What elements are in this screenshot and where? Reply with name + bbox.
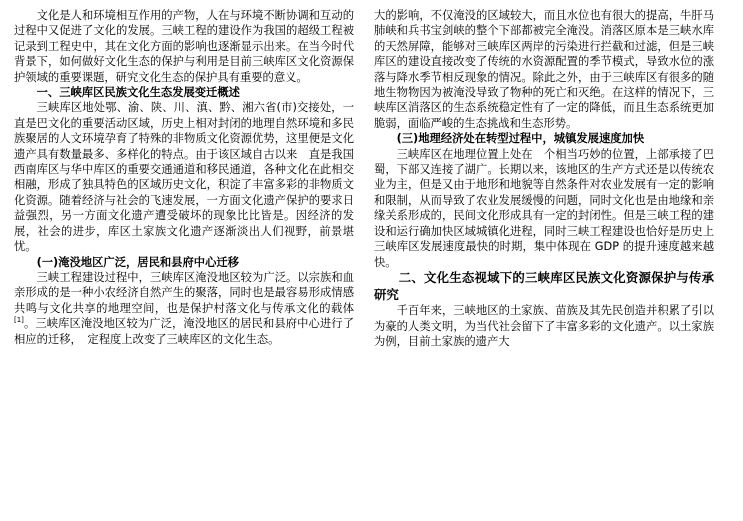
section-heading: 二、文化生态视域下的三峡库区民族文化资源保护与传承研究 <box>374 269 714 302</box>
subsection-heading: (一)淹没地区广泛，居民和县府中心迁移 <box>36 255 239 269</box>
section-heading: 一、三峡库区民族文化生态发展变迁概述 <box>36 86 240 100</box>
footnote-marker: [1] <box>14 316 24 325</box>
left-column <box>14 8 354 515</box>
two-column-layout <box>14 8 729 515</box>
paragraph-text-tail: 。三峡库区淹没地区较为广泛，淹没地区的居民和县府中心进行了相应的迁移， 定程度上改变了三峡库区的文化生态。 <box>14 317 354 346</box>
paragraph: 千百年来，三峡地区的土家族、苗族及其先民创造并积累了引以为豪的人类文明，为当代社会留下了丰富多彩的文化遗产。以土家族为例，目前土家族的遗产大 <box>374 304 714 348</box>
paragraph: 三峡库区地处鄂、渝、陕、川、滇、黔、湘六省(市)交接处，一直是巴文化的重要活动区域，历史上相对封闭的地理自然环境和多民族聚居的人文环境孕育了特殊的非物质文化资源优势，这里便是文化遗产具有数量最多、多样化的特点。由于该区域自古以来 直是我国西南库区与华中库区的重要交通通道和移民通道，各种文化在此相交相融，形成了独具特色的区域历史文化，积淀了丰富多彩的非物质文化资源。随着经济与社会的飞速发展，一方面文化遗产保护的要求日益强烈，另一方面文化遗产遭受破坏的现象比比皆是。因经济的发展，社会的进步，库区土家族文化遗产逐渐淡出人们视野，前景堪忧。 <box>14 101 354 254</box>
paragraph-text: 三峡工程建设过程中，三峡库区淹没地区较为广泛。以宗族和血亲形成的是一种小农经济自然产生的聚落，同时也是最容易形成情感共鸣与文化共享的地理空间，也是保护村落文化与传承文化的载体 <box>14 270 354 315</box>
paragraph: 三峡库区在地理位置上处在 个相当巧妙的位置，上部承接了巴蜀，下部又连接了湖广。长期以来，该地区的生产方式还是以传统农业为主，但是又由于地形和地貌等自然条件对农业发展有一定的影响和限制，从而导致了农业发展缓慢的问题，同时文化也是由地缘和亲缘关系形成的，民间文化形成具有一定的封闭性。但是三峡工程的建设和运行确加快区域城镇化进程，同时三峡工程建设也恰好是历史上三峡库区发展速度最快的时期，集中体现在 GDP 的提升速度越来越快。 <box>374 147 714 269</box>
right-column <box>374 8 714 515</box>
paragraph: 大的影响，不仅淹没的区域较大，而且水位也有很大的提高，牛肝马肺峡和兵书宝剑峡的整个下部都被完全淹没。消落区原本是三峡水库的天然屏障，能够对三峡库区两岸的污染进行拦截和过滤，但是三峡库区的建设直接改变了传统的水资源配置的季节模式，导致水位的涨落与降水季节相反现象的情况。除此之外，由于三峡库区有很多的随地生物物因为被淹没导致了物种的死亡和灭绝。在这样的情况下，三峡库区消落区的生态系统稳定性有了一定的降低，而且生态系统更加脆弱，面临严峻的生态挑战和生态形势。 <box>374 9 714 130</box>
paragraph <box>14 270 354 347</box>
paragraph: 文化是人和环境相互作用的产物，人在与环境不断协调和互动的过程中又促进了文化的发展。三峡工程的建设作为我国的超级工程被记录到工程史中，其在文化方面的影响也逐渐显示出来。在当今时代背景下，如何做好文化生态的保护与利用是目前三峡库区文化资源保护领域的重要课题，研究文化生态的保护具有重要的意义。 <box>14 9 354 84</box>
subsection-heading: (三)地理经济处在转型过程中，城镇发展速度加快 <box>396 132 645 146</box>
